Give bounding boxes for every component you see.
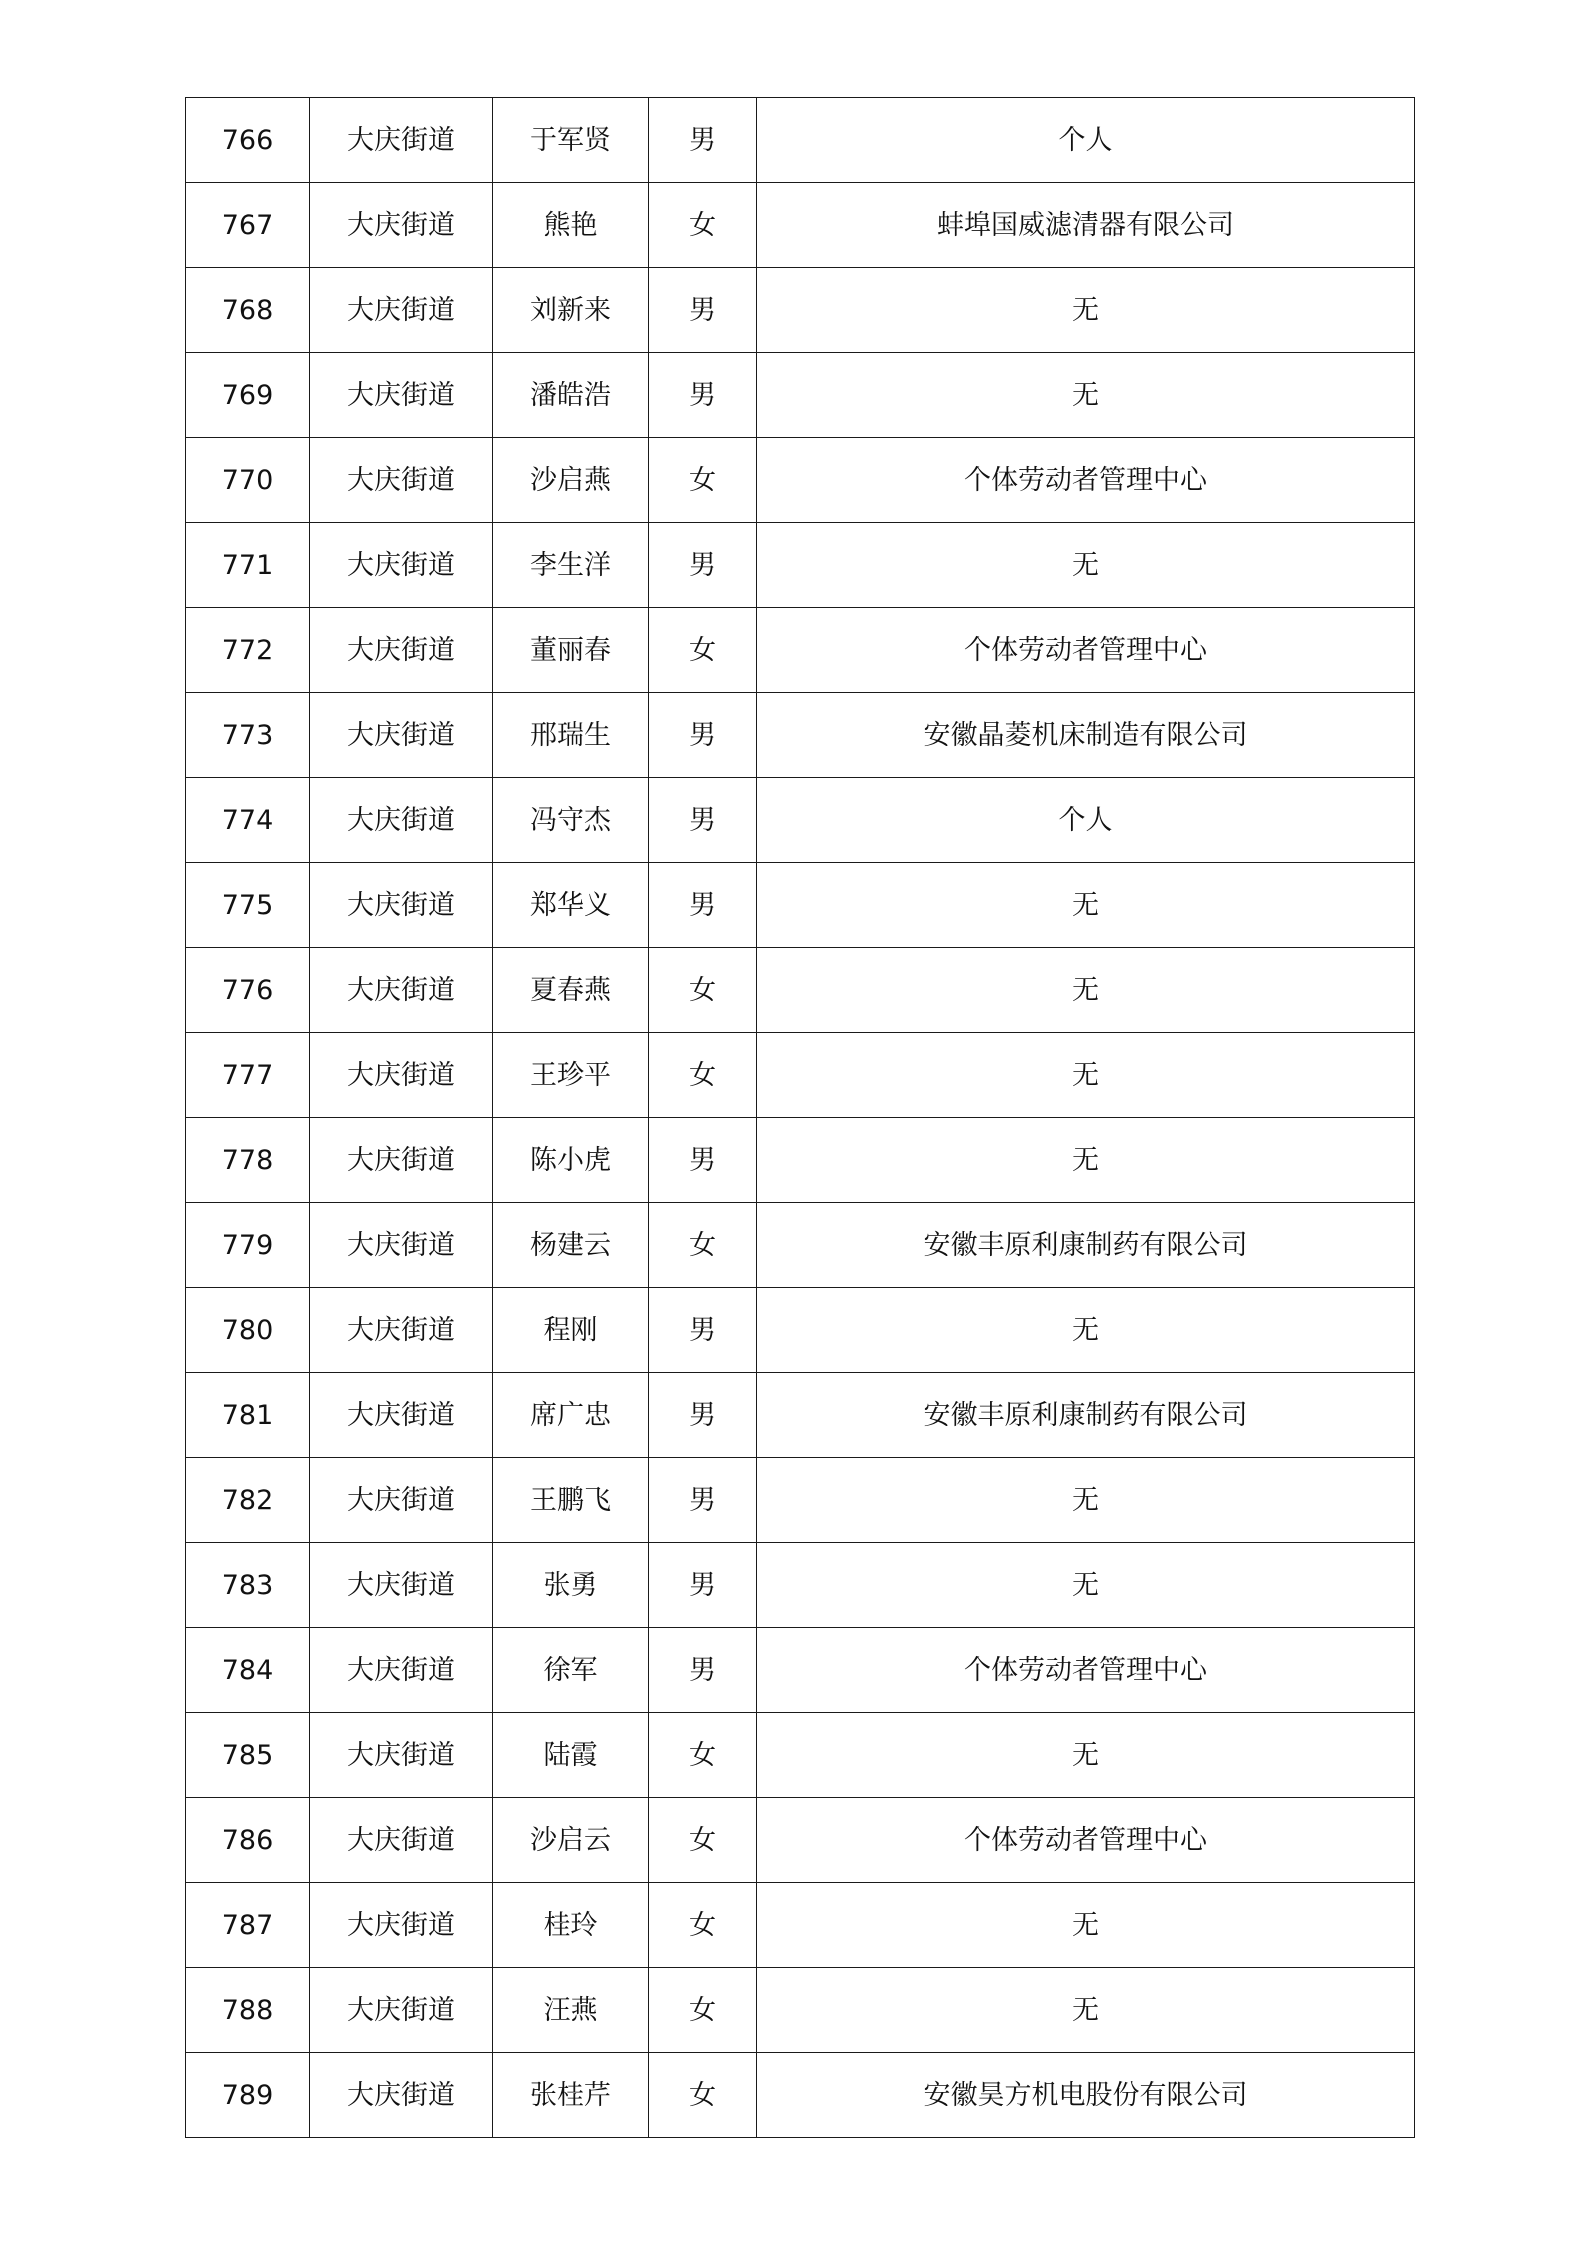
- gender-cell: 男: [649, 1373, 757, 1458]
- organization-cell: 无: [757, 353, 1415, 438]
- table-row: [186, 1798, 1415, 1883]
- organization-cell: 安徽丰原利康制药有限公司: [757, 1203, 1415, 1288]
- row-number-cell: 788: [186, 1968, 310, 2053]
- gender-cell: 女: [649, 2053, 757, 2138]
- table-row: [186, 608, 1415, 693]
- row-number-cell: 775: [186, 863, 310, 948]
- row-number-cell: 774: [186, 778, 310, 863]
- person-name-cell: 潘皓浩: [493, 353, 649, 438]
- table-row: [186, 948, 1415, 1033]
- street-cell: 大庆街道: [310, 863, 493, 948]
- organization-cell: 安徽晶菱机床制造有限公司: [757, 693, 1415, 778]
- roster-table: [185, 97, 1415, 2138]
- organization-cell: 无: [757, 1713, 1415, 1798]
- organization-cell: 无: [757, 1883, 1415, 1968]
- gender-cell: 男: [649, 1288, 757, 1373]
- row-number-cell: 776: [186, 948, 310, 1033]
- person-name-cell: 席广忠: [493, 1373, 649, 1458]
- gender-cell: 女: [649, 438, 757, 523]
- table-row: [186, 1968, 1415, 2053]
- table-row: [186, 693, 1415, 778]
- person-name-cell: 李生洋: [493, 523, 649, 608]
- row-number-cell: 785: [186, 1713, 310, 1798]
- organization-cell: 个体劳动者管理中心: [757, 608, 1415, 693]
- organization-cell: 无: [757, 948, 1415, 1033]
- row-number-cell: 781: [186, 1373, 310, 1458]
- person-name-cell: 郑华义: [493, 863, 649, 948]
- street-cell: 大庆街道: [310, 183, 493, 268]
- table-row: [186, 1713, 1415, 1798]
- table-row: [186, 1458, 1415, 1543]
- row-number-cell: 779: [186, 1203, 310, 1288]
- person-name-cell: 冯守杰: [493, 778, 649, 863]
- street-cell: 大庆街道: [310, 693, 493, 778]
- row-number-cell: 778: [186, 1118, 310, 1203]
- street-cell: 大庆街道: [310, 1883, 493, 1968]
- table-row: [186, 1033, 1415, 1118]
- street-cell: 大庆街道: [310, 1373, 493, 1458]
- person-name-cell: 程刚: [493, 1288, 649, 1373]
- gender-cell: 男: [649, 778, 757, 863]
- street-cell: 大庆街道: [310, 1798, 493, 1883]
- person-name-cell: 陈小虎: [493, 1118, 649, 1203]
- organization-cell: 无: [757, 863, 1415, 948]
- street-cell: 大庆街道: [310, 1288, 493, 1373]
- gender-cell: 女: [649, 608, 757, 693]
- table-row: [186, 183, 1415, 268]
- row-number-cell: 766: [186, 98, 310, 183]
- gender-cell: 男: [649, 353, 757, 438]
- street-cell: 大庆街道: [310, 778, 493, 863]
- person-name-cell: 沙启燕: [493, 438, 649, 523]
- street-cell: 大庆街道: [310, 948, 493, 1033]
- street-cell: 大庆街道: [310, 268, 493, 353]
- street-cell: 大庆街道: [310, 1118, 493, 1203]
- person-name-cell: 徐军: [493, 1628, 649, 1713]
- street-cell: 大庆街道: [310, 2053, 493, 2138]
- street-cell: 大庆街道: [310, 608, 493, 693]
- gender-cell: 女: [649, 1798, 757, 1883]
- gender-cell: 男: [649, 268, 757, 353]
- gender-cell: 女: [649, 183, 757, 268]
- person-name-cell: 汪燕: [493, 1968, 649, 2053]
- gender-cell: 男: [649, 693, 757, 778]
- row-number-cell: 770: [186, 438, 310, 523]
- row-number-cell: 777: [186, 1033, 310, 1118]
- table-row: [186, 1628, 1415, 1713]
- organization-cell: 无: [757, 1033, 1415, 1118]
- row-number-cell: 789: [186, 2053, 310, 2138]
- gender-cell: 男: [649, 1628, 757, 1713]
- organization-cell: 个体劳动者管理中心: [757, 438, 1415, 523]
- street-cell: 大庆街道: [310, 1033, 493, 1118]
- organization-cell: 无: [757, 1288, 1415, 1373]
- table-row: [186, 1543, 1415, 1628]
- row-number-cell: 772: [186, 608, 310, 693]
- table-row: [186, 1883, 1415, 1968]
- person-name-cell: 桂玲: [493, 1883, 649, 1968]
- table-row: [186, 1203, 1415, 1288]
- street-cell: 大庆街道: [310, 1628, 493, 1713]
- organization-cell: 个体劳动者管理中心: [757, 1798, 1415, 1883]
- person-name-cell: 杨建云: [493, 1203, 649, 1288]
- street-cell: 大庆街道: [310, 1203, 493, 1288]
- street-cell: 大庆街道: [310, 353, 493, 438]
- gender-cell: 男: [649, 1118, 757, 1203]
- table-row: [186, 98, 1415, 183]
- person-name-cell: 张桂芹: [493, 2053, 649, 2138]
- table-row: [186, 863, 1415, 948]
- street-cell: 大庆街道: [310, 98, 493, 183]
- table-row: [186, 438, 1415, 523]
- organization-cell: 蚌埠国威滤清器有限公司: [757, 183, 1415, 268]
- organization-cell: 无: [757, 1543, 1415, 1628]
- row-number-cell: 782: [186, 1458, 310, 1543]
- row-number-cell: 786: [186, 1798, 310, 1883]
- row-number-cell: 773: [186, 693, 310, 778]
- person-name-cell: 沙启云: [493, 1798, 649, 1883]
- table-row: [186, 268, 1415, 353]
- organization-cell: 安徽丰原利康制药有限公司: [757, 1373, 1415, 1458]
- organization-cell: 个人: [757, 98, 1415, 183]
- row-number-cell: 784: [186, 1628, 310, 1713]
- gender-cell: 女: [649, 1968, 757, 2053]
- gender-cell: 女: [649, 1033, 757, 1118]
- roster-body: [186, 98, 1415, 2138]
- organization-cell: 个体劳动者管理中心: [757, 1628, 1415, 1713]
- person-name-cell: 董丽春: [493, 608, 649, 693]
- row-number-cell: 769: [186, 353, 310, 438]
- organization-cell: 无: [757, 1458, 1415, 1543]
- gender-cell: 女: [649, 948, 757, 1033]
- person-name-cell: 张勇: [493, 1543, 649, 1628]
- row-number-cell: 768: [186, 268, 310, 353]
- street-cell: 大庆街道: [310, 1543, 493, 1628]
- person-name-cell: 于军贤: [493, 98, 649, 183]
- organization-cell: 安徽昊方机电股份有限公司: [757, 2053, 1415, 2138]
- organization-cell: 无: [757, 268, 1415, 353]
- gender-cell: 女: [649, 1883, 757, 1968]
- person-name-cell: 刘新来: [493, 268, 649, 353]
- street-cell: 大庆街道: [310, 438, 493, 523]
- organization-cell: 无: [757, 523, 1415, 608]
- gender-cell: 男: [649, 863, 757, 948]
- person-name-cell: 邢瑞生: [493, 693, 649, 778]
- table-row: [186, 1373, 1415, 1458]
- street-cell: 大庆街道: [310, 1968, 493, 2053]
- table-row: [186, 2053, 1415, 2138]
- row-number-cell: 767: [186, 183, 310, 268]
- table-row: [186, 353, 1415, 438]
- row-number-cell: 780: [186, 1288, 310, 1373]
- gender-cell: 男: [649, 98, 757, 183]
- person-name-cell: 陆霞: [493, 1713, 649, 1798]
- organization-cell: 个人: [757, 778, 1415, 863]
- gender-cell: 男: [649, 523, 757, 608]
- gender-cell: 女: [649, 1203, 757, 1288]
- table-row: [186, 778, 1415, 863]
- gender-cell: 男: [649, 1458, 757, 1543]
- row-number-cell: 783: [186, 1543, 310, 1628]
- organization-cell: 无: [757, 1968, 1415, 2053]
- person-name-cell: 王珍平: [493, 1033, 649, 1118]
- gender-cell: 男: [649, 1543, 757, 1628]
- row-number-cell: 771: [186, 523, 310, 608]
- street-cell: 大庆街道: [310, 1458, 493, 1543]
- table-row: [186, 1118, 1415, 1203]
- person-name-cell: 夏春燕: [493, 948, 649, 1033]
- organization-cell: 无: [757, 1118, 1415, 1203]
- table-row: [186, 523, 1415, 608]
- street-cell: 大庆街道: [310, 1713, 493, 1798]
- table-row: [186, 1288, 1415, 1373]
- person-name-cell: 王鹏飞: [493, 1458, 649, 1543]
- row-number-cell: 787: [186, 1883, 310, 1968]
- gender-cell: 女: [649, 1713, 757, 1798]
- street-cell: 大庆街道: [310, 523, 493, 608]
- person-name-cell: 熊艳: [493, 183, 649, 268]
